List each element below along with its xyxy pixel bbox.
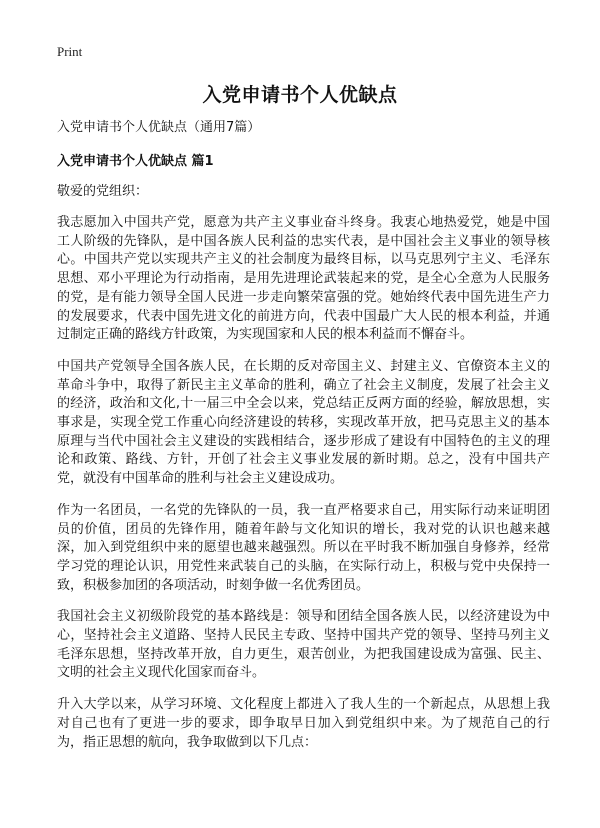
body-paragraph: 中国共产党领导全国各族人民，在长期的反对帝国主义、封建主义、官僚资本主义的革命斗争中，取得了新民主主义革命的胜利，确立了社会主义制度，发展了社会主义的经济，政治和文化,十一届三中全会以来，党总结正反两方面的经验，解放思想，实事求是，实现全党工作重心向经济建设的转移，实现改革开放，把马克思主义的基本原理与当代中国社会主义建设的实践相结合，逐步形成了建设有中国特色的主义的理论和政策、路线、方针，开创了社会主义事业发展的新时期。总之，没有中国共产党，就没有中国革命的胜利与社会主义建设成功。 (57, 358, 550, 487)
document-body (57, 119, 550, 765)
body-paragraph: 我志愿加入中国共产党，愿意为共产主义事业奋斗终身。我衷心地热爱党，她是中国工人阶级的先锋队，是中国各族人民利益的忠实代表，是中国社会主义事业的领导核心。中国共产党以实现共产主义的社会制度为最终目标，以马克思列宁主义、毛泽东思想、邓小平理论为行动指南，是用先进理论武装起来的党，是全心全意为人民服务的党，是有能力领导全国人民进一步走向繁荣富强的党。她始终代表中国先进生产力的发展要求，代表中国先进文化的前进方向，代表中国最广大人民的根本利益，并通过制定正确的路线方针政策，为实现国家和人民的根本利益而不懈奋斗。 (57, 215, 550, 343)
body-paragraph: 升入大学以来，从学习环境、文化程度上都进入了我人生的一个新起点，从思想上我对自己也有了更进一步的要求，即争取早日加入到党组织中来。为了规范自己的行为，指正思想的航向，我争取做到以下几点： (57, 697, 550, 750)
print-link[interactable]: Print (57, 44, 83, 59)
body-paragraph: 我国社会主义初级阶段党的基本路线是：领导和团结全国各族人民，以经济建设为中心，坚持社会主义道路、坚持人民民主专政、坚持中国共产党的领导、坚持马列主义毛泽东思想，坚持改革开放，自力更生，艰苦创业，为把我国建设成为富强、民主、文明的社会主义现代化国家而奋斗。 (57, 609, 550, 681)
salutation: 敬爱的党组织： (57, 184, 149, 199)
body-paragraph: 作为一名团员，一名党的先锋队的一员，我一直严格要求自己，用实际行动来证明团员的价值，团员的先锋作用，随着年龄与文化知识的增长，我对党的认识也越来越深，加入到党组织中来的愿望也越来越强烈。所以在平时我不断加强自身修养，经常学习党的理论认识，用党性来武装自己的头脑，在实际行动上，积极与党中央保持一致，积极参加团的各项活动，时刻争做一名优秀团员。 (57, 502, 550, 593)
document-subtitle: 入党申请书个人优缺点（通用7篇） (57, 120, 261, 135)
section-heading: 入党申请书个人优缺点 篇1 (57, 154, 214, 169)
page-title: 入党申请书个人优缺点 (202, 84, 398, 106)
